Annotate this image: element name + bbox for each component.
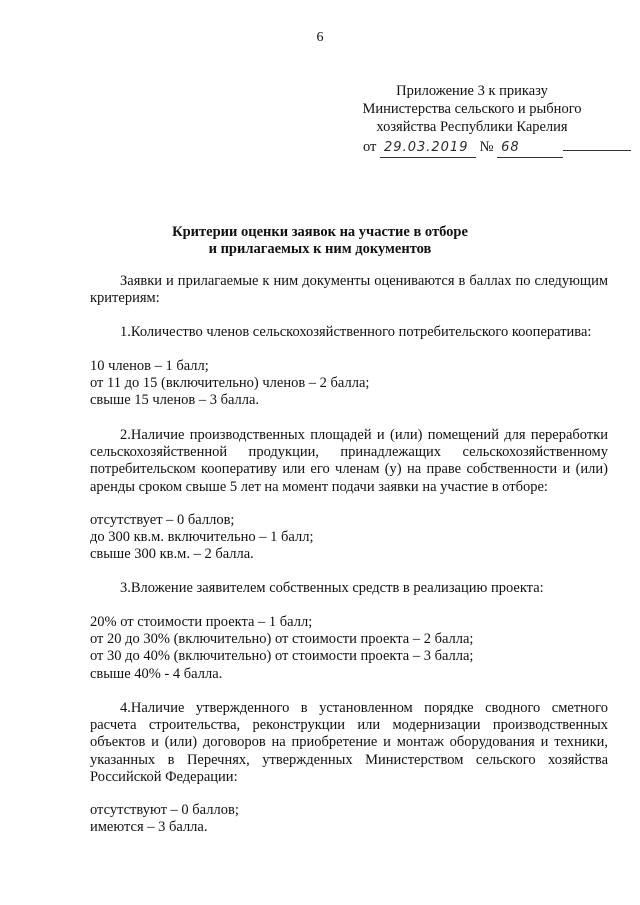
- order-reference: [363, 138, 631, 158]
- option-item: от 11 до 15 (включительно) членов – 2 балла;: [90, 375, 370, 392]
- document-title: [0, 224, 640, 258]
- title-line: и прилагаемых к ним документов: [208, 241, 432, 257]
- criterion-2-options: [90, 512, 608, 564]
- annex-line: Приложение 3 к приказу: [396, 83, 548, 99]
- option-item: до 300 кв.м. включительно – 1 балл;: [90, 529, 314, 546]
- option-item: отсутствуют – 0 баллов;: [90, 802, 239, 818]
- option-item: от 30 до 40% (включительно) от стоимости проекта – 3 балла;: [90, 648, 474, 665]
- order-date-handwritten: 29.03.2019: [380, 139, 476, 158]
- intro-paragraph: Заявки и прилагаемые к ним документы оцениваются в баллах по следующим критериям:: [90, 273, 608, 307]
- criterion-2-heading: 2.Наличие производственных площадей и (или) помещений для переработки сельскохозяйственной продукции, принадлежащих сельскохозяйственному потребительском кооперативу или его членам (у) на праве собственности и (или) аренды сроком свыше 5 лет на момент подачи заявки на участие в отборе:: [90, 427, 608, 495]
- option-item: имеются – 3 балла.: [90, 819, 208, 836]
- order-number-handwritten: 68: [497, 139, 563, 158]
- criterion-1-options: [90, 358, 608, 410]
- signature-underline: [563, 140, 631, 151]
- annex-header: [350, 82, 594, 136]
- criterion-4-options: [90, 802, 608, 836]
- option-item: 10 членов – 1 балл;: [90, 358, 209, 374]
- page-number: 6: [316, 30, 324, 45]
- annex-line: Министерства сельского и рыбного: [362, 101, 582, 117]
- criterion-1-heading: 1.Количество членов сельскохозяйственного потребительского кооператива:: [120, 324, 592, 340]
- order-prefix: от: [363, 139, 377, 155]
- number-sign: №: [479, 139, 494, 155]
- criterion-3-heading: 3.Вложение заявителем собственных средств в реализацию проекта:: [120, 580, 544, 596]
- criterion-3-options: [90, 614, 608, 683]
- annex-line: хозяйства Республики Карелия: [376, 119, 568, 135]
- option-item: от 20 до 30% (включительно) от стоимости проекта – 2 балла;: [90, 631, 474, 648]
- criterion-4-heading: 4.Наличие утвержденного в установленном порядке сводного сметного расчета строительства, реконструкции или модернизации производственных объектов и (или) договоров на приобретение и монтаж оборудования и техники, указанных в Перечнях, утвержденных Министерством сельского хозяйства Российской Федерации:: [90, 700, 608, 785]
- title-line: Критерии оценки заявок на участие в отборе: [172, 224, 468, 240]
- option-item: свыше 40% - 4 балла.: [90, 665, 223, 682]
- option-item: отсутствует – 0 баллов;: [90, 512, 235, 528]
- option-item: свыше 300 кв.м. – 2 балла.: [90, 546, 254, 563]
- option-item: 20% от стоимости проекта – 1 балл;: [90, 614, 313, 630]
- option-item: свыше 15 членов – 3 балла.: [90, 392, 260, 409]
